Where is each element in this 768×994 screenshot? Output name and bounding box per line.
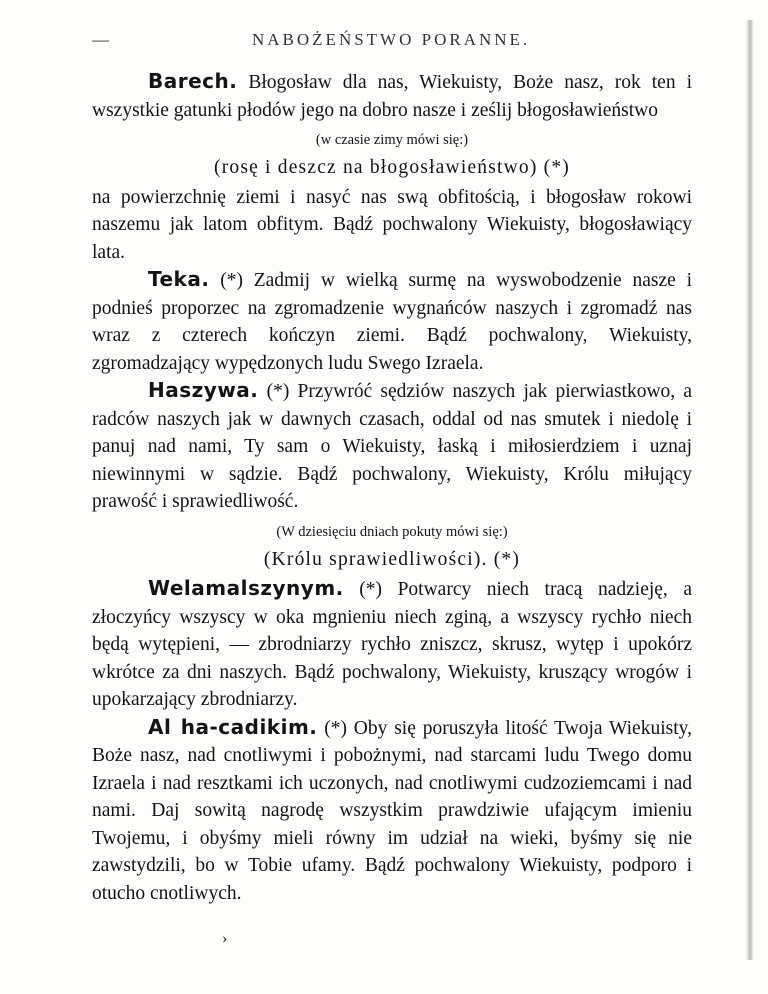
rubric-note: (w czasie zimy mówi się:)	[315, 132, 469, 148]
paragraph-text: (*) Przywróć sędziów naszych jak pierwiastkowo, a radców naszych jak w dawnych czasach, oddal od nas smutek i niedolę i panuj nad nami, Ty sam o Wiekuisty, łaską i miłosierdziem i uznaj niewinnymi w sądzie. Bądź pochwalony, Wiekuisty, Królu miłujący prawość i sprawiedliwość.	[92, 381, 692, 512]
paragraph-keyword: Welamalszynym.	[148, 576, 344, 600]
paragraph-text: (*) Potwarcy niech tracą nadzieję, a złoczyńcy wszyscy w oka mgnieniu niech zginą, a wszyscy rychło niech będą wytępieni, — zbrodniarzy rychło zniszcz, skrusz, wytęp i upokórz wkrótce za dni naszych. Bądź pochwalony, Wiekuisty, kruszący wrogów i upokarzający zbrodniarzy.	[92, 579, 692, 710]
paragraph-teka	[92, 266, 692, 377]
paragraph-keyword: Al ha-cadikim.	[148, 714, 318, 739]
insertion-line: (rosę i deszcz na błogosławieństwo) (*)	[214, 157, 570, 178]
body-text	[92, 68, 692, 907]
paragraph-continuation: na powierzchnię ziemi i nasyć nas swą obfitością, i błogosław rokowi naszemu jak latom obfitym. Bądź pochwalony Wiekuisty, błogosławiący lata.	[92, 186, 692, 263]
page-edge-shadow	[746, 20, 754, 960]
paragraph-al-ha-cadikim	[92, 714, 692, 908]
paragraph-keyword: Teka.	[148, 267, 210, 291]
running-title: NABOŻEŃSTWO PORANNE.	[252, 30, 531, 49]
paragraph-barech	[92, 68, 692, 124]
paragraph-text: (*) Oby się poruszyła litość Twoja Wiekuisty, Boże nasz, nad cnotliwymi i pobożnymi, nad starcami ludu Twego domu Izraela i nad resztkami ich uczonych, nad cnotliwymi cudzoziemcami i nad nami. Daj sowitą nagrodę wszystkim prawdziwie ufającym imieniu Twojemu, i obyśmy mieli równy im udział na wieki, byśmy się nie zawstydzili, bo w Tobie ufamy. Bądź pochwalony Wiekuisty, podporo i otucho cnotliwych.	[92, 717, 692, 904]
paragraph-text: (*) Zadmij w wielką surmę na wyswobodzenie nasze i podnieś proporzec na zgromadzenie wygnańców naszych i zgromadź nas wraz z czterech kończyn ziemi. Bądź pochwalony, Wiekuisty, zgromadzający wypędzonych ludu Swego Izraela.	[92, 270, 692, 374]
paragraph-keyword: Haszywa.	[148, 378, 259, 402]
paragraph-haszywa	[92, 377, 692, 516]
paragraph-text: Błogosław dla nas, Wiekuisty, Boże nasz, rok ten i wszystkie gatunki płodów jego na dobro nasze i ześlij błogosławieństwo	[92, 72, 692, 121]
paragraph-welamalszynym	[92, 575, 692, 714]
page-number: —	[92, 30, 112, 49]
ink-mark: ›	[222, 930, 228, 947]
rubric-note: (W dziesięciu dniach pokuty mówi się:)	[276, 523, 508, 540]
paragraph-keyword: Barech.	[148, 69, 238, 93]
insertion-line: (Królu sprawiedliwości). (*)	[263, 548, 521, 570]
